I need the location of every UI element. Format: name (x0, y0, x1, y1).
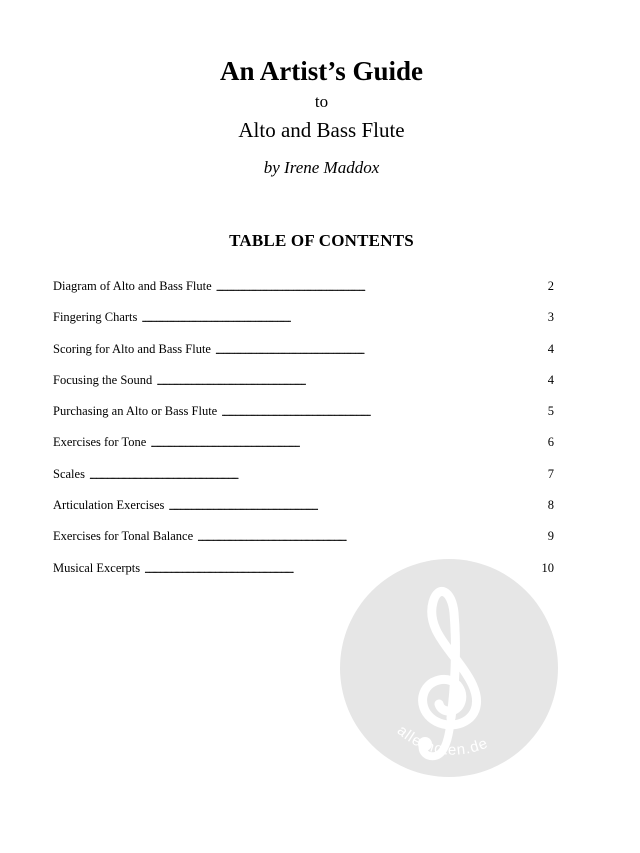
toc-entry-page: 9 (547, 529, 554, 544)
toc-entry (53, 342, 554, 373)
watermark-text: alle-noten.de (393, 722, 491, 759)
toc-entry-page: 3 (547, 310, 554, 325)
document-author: by Irene Maddox (263, 158, 380, 177)
watermark-logo (339, 558, 559, 778)
toc-entry (53, 498, 554, 529)
toc-entry-page: 5 (547, 404, 554, 419)
title-connector: to (314, 92, 329, 111)
toc-leader-dots (221, 405, 547, 419)
toc-entry-page: 2 (547, 279, 554, 293)
toc-entry-label: Fingering Charts (53, 310, 138, 325)
toc-leader-dots (215, 343, 547, 357)
toc-entry-label: Scales (53, 466, 85, 481)
toc-leader-dots (89, 468, 547, 482)
toc-entry-page: 4 (547, 372, 554, 387)
toc-leader-dots (150, 436, 546, 450)
toc-entry (53, 404, 554, 435)
toc-entry-page: 8 (547, 498, 554, 513)
toc-heading: TABLE OF CONTENTS (229, 231, 414, 250)
toc-entry (53, 435, 554, 466)
toc-leader-dots (216, 280, 547, 294)
toc-entry (53, 310, 554, 341)
toc-entry-page: 7 (547, 466, 554, 481)
toc-entry-label: Articulation Exercises (53, 498, 165, 513)
table-of-contents (53, 279, 554, 592)
toc-entry-label: Scoring for Alto and Bass Flute (53, 341, 211, 356)
toc-leader-dots (197, 530, 547, 544)
toc-entry-page: 4 (547, 341, 554, 356)
toc-entry-label: Musical Excerpts (53, 560, 141, 575)
toc-entry-page: 10 (541, 560, 554, 575)
toc-entry-label: Exercises for Tonal Balance (53, 529, 194, 544)
toc-entry-label: Diagram of Alto and Bass Flute (53, 279, 212, 293)
toc-entry-label: Focusing the Sound (53, 372, 153, 387)
toc-entry (53, 467, 554, 498)
document-subtitle: Alto and Bass Flute (238, 118, 405, 142)
toc-leader-dots (141, 311, 546, 325)
toc-leader-dots (156, 374, 546, 388)
toc-entry (53, 529, 554, 560)
toc-entry-label: Exercises for Tone (53, 435, 147, 450)
toc-entry (53, 373, 554, 404)
document-title: An Artist’s Guide (219, 56, 423, 86)
toc-leader-dots (168, 499, 546, 513)
toc-entry (53, 279, 554, 310)
toc-entry-page: 6 (547, 435, 554, 450)
toc-entry-label: Purchasing an Alto or Bass Flute (53, 404, 218, 419)
